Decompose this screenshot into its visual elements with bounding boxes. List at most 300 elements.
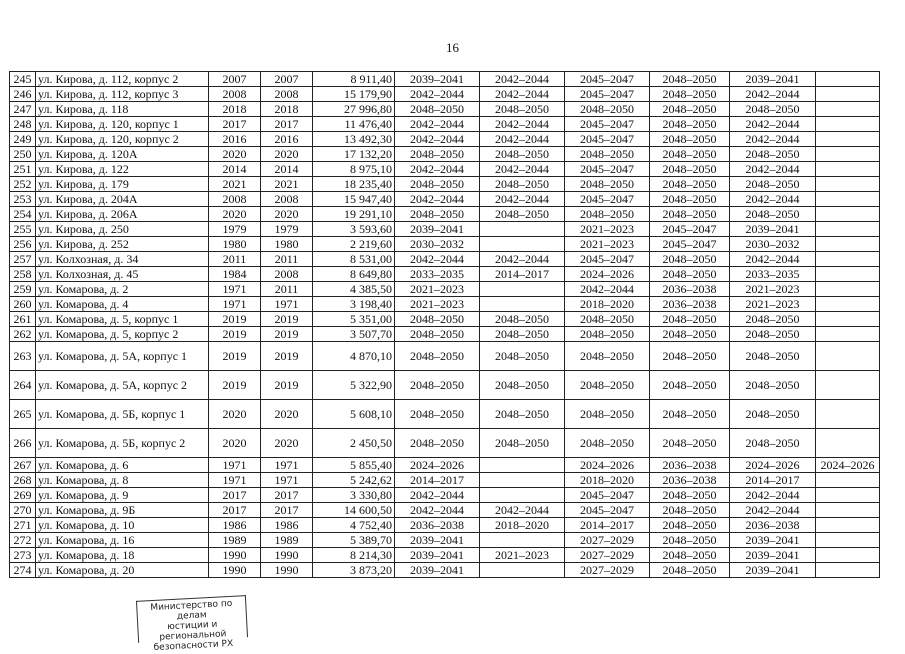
period-cell: 2042–2044: [395, 252, 480, 267]
period-cell: [480, 563, 565, 578]
address-cell: ул. Комарова, д. 5Б, корпус 2: [36, 429, 209, 458]
period-cell: 2048–2050: [650, 72, 730, 87]
year-built-cell: 2016: [209, 132, 261, 147]
period-cell: 2042–2044: [565, 282, 650, 297]
row-number-cell: 254: [10, 207, 36, 222]
stamp-line: юстиции и региональной: [159, 619, 227, 643]
period-cell: 2048–2050: [565, 429, 650, 458]
period-cell: [816, 533, 880, 548]
address-cell: ул. Кирова, д. 112, корпус 3: [36, 87, 209, 102]
period-cell: [480, 488, 565, 503]
period-cell: 2014–2017: [565, 518, 650, 533]
period-cell: 2045–2047: [565, 162, 650, 177]
period-cell: 2048–2050: [730, 147, 816, 162]
period-cell: 2039–2041: [395, 72, 480, 87]
year-commission-cell: 1990: [261, 563, 313, 578]
year-built-cell: 1990: [209, 563, 261, 578]
area-cell: 3 507,70: [313, 327, 395, 342]
area-cell: 4 385,50: [313, 282, 395, 297]
table-row: [10, 177, 880, 192]
year-built-cell: 1986: [209, 518, 261, 533]
period-cell: [816, 132, 880, 147]
year-commission-cell: 1989: [261, 533, 313, 548]
period-cell: 2027–2029: [565, 533, 650, 548]
period-cell: 2048–2050: [730, 312, 816, 327]
table-row: [10, 252, 880, 267]
period-cell: 2027–2029: [565, 563, 650, 578]
period-cell: 2042–2044: [480, 87, 565, 102]
address-cell: ул. Комарова, д. 6: [36, 458, 209, 473]
period-cell: 2030–2032: [395, 237, 480, 252]
period-cell: 2048–2050: [650, 252, 730, 267]
period-cell: [816, 488, 880, 503]
year-built-cell: 2008: [209, 192, 261, 207]
year-built-cell: 2018: [209, 102, 261, 117]
area-cell: 4 752,40: [313, 518, 395, 533]
area-cell: 3 593,60: [313, 222, 395, 237]
period-cell: 2045–2047: [565, 117, 650, 132]
period-cell: 2048–2050: [395, 400, 480, 429]
period-cell: 2048–2050: [565, 207, 650, 222]
area-cell: 19 291,10: [313, 207, 395, 222]
address-cell: ул. Кирова, д. 120, корпус 2: [36, 132, 209, 147]
area-cell: 3 330,80: [313, 488, 395, 503]
table-row: [10, 312, 880, 327]
period-cell: 2048–2050: [650, 400, 730, 429]
address-cell: ул. Комарова, д. 9: [36, 488, 209, 503]
period-cell: 2018–2020: [565, 473, 650, 488]
address-cell: ул. Комарова, д. 8: [36, 473, 209, 488]
period-cell: [816, 327, 880, 342]
period-cell: 2048–2050: [650, 371, 730, 400]
row-number-cell: 264: [10, 371, 36, 400]
table-row: [10, 192, 880, 207]
period-cell: 2048–2050: [480, 207, 565, 222]
period-cell: 2048–2050: [395, 429, 480, 458]
row-number-cell: 271: [10, 518, 36, 533]
year-commission-cell: 2017: [261, 503, 313, 518]
period-cell: 2048–2050: [480, 400, 565, 429]
period-cell: 2021–2023: [565, 222, 650, 237]
period-cell: 2048–2050: [565, 342, 650, 371]
row-number-cell: 250: [10, 147, 36, 162]
period-cell: 2048–2050: [730, 207, 816, 222]
table-row: [10, 162, 880, 177]
period-cell: 2048–2050: [730, 371, 816, 400]
year-built-cell: 2020: [209, 400, 261, 429]
housing-register-table: [9, 71, 880, 578]
year-commission-cell: 2019: [261, 327, 313, 342]
area-cell: 17 132,20: [313, 147, 395, 162]
period-cell: [816, 371, 880, 400]
period-cell: 2048–2050: [395, 147, 480, 162]
area-cell: 14 600,50: [313, 503, 395, 518]
row-number-cell: 248: [10, 117, 36, 132]
address-cell: ул. Колхозная, д. 45: [36, 267, 209, 282]
period-cell: 2048–2050: [395, 371, 480, 400]
period-cell: [816, 400, 880, 429]
period-cell: 2024–2026: [565, 458, 650, 473]
table-row: [10, 102, 880, 117]
period-cell: 2024–2026: [395, 458, 480, 473]
row-number-cell: 269: [10, 488, 36, 503]
year-commission-cell: 1971: [261, 473, 313, 488]
period-cell: 2048–2050: [650, 312, 730, 327]
area-cell: 8 911,40: [313, 72, 395, 87]
address-cell: ул. Кирова, д. 112, корпус 2: [36, 72, 209, 87]
period-cell: 2042–2044: [395, 503, 480, 518]
period-cell: 2048–2050: [480, 327, 565, 342]
period-cell: [816, 237, 880, 252]
period-cell: 2048–2050: [480, 177, 565, 192]
period-cell: [816, 312, 880, 327]
address-cell: ул. Комарова, д. 18: [36, 548, 209, 563]
area-cell: 8 975,10: [313, 162, 395, 177]
period-cell: 2048–2050: [650, 162, 730, 177]
period-cell: 2048–2050: [650, 518, 730, 533]
year-built-cell: 2020: [209, 147, 261, 162]
period-cell: 2048–2050: [650, 488, 730, 503]
table-row: [10, 297, 880, 312]
period-cell: [480, 237, 565, 252]
year-commission-cell: 2020: [261, 207, 313, 222]
period-cell: 2045–2047: [565, 488, 650, 503]
area-cell: 5 855,40: [313, 458, 395, 473]
period-cell: 2048–2050: [650, 548, 730, 563]
address-cell: ул. Кирова, д. 179: [36, 177, 209, 192]
period-cell: [816, 117, 880, 132]
table-row: [10, 518, 880, 533]
period-cell: 2027–2029: [565, 548, 650, 563]
row-number-cell: 261: [10, 312, 36, 327]
period-cell: 2048–2050: [650, 132, 730, 147]
period-cell: 2048–2050: [565, 400, 650, 429]
period-cell: 2048–2050: [650, 102, 730, 117]
address-cell: ул. Комарова, д. 5А, корпус 2: [36, 371, 209, 400]
address-cell: ул. Комарова, д. 5Б, корпус 1: [36, 400, 209, 429]
year-built-cell: 2008: [209, 87, 261, 102]
row-number-cell: 253: [10, 192, 36, 207]
period-cell: 2033–2035: [395, 267, 480, 282]
period-cell: 2048–2050: [565, 102, 650, 117]
year-commission-cell: 2020: [261, 429, 313, 458]
table-row: [10, 207, 880, 222]
period-cell: 2039–2041: [730, 548, 816, 563]
stamp-line: Министерство по делам: [150, 598, 233, 622]
period-cell: 2039–2041: [730, 222, 816, 237]
address-cell: ул. Комарова, д. 10: [36, 518, 209, 533]
row-number-cell: 273: [10, 548, 36, 563]
area-cell: 8 214,30: [313, 548, 395, 563]
table-row: [10, 87, 880, 102]
year-built-cell: 2019: [209, 342, 261, 371]
year-built-cell: 2021: [209, 177, 261, 192]
year-commission-cell: 1979: [261, 222, 313, 237]
area-cell: 18 235,40: [313, 177, 395, 192]
row-number-cell: 260: [10, 297, 36, 312]
period-cell: 2048–2050: [650, 503, 730, 518]
area-cell: 3 873,20: [313, 563, 395, 578]
period-cell: 2014–2017: [395, 473, 480, 488]
period-cell: 2048–2050: [650, 147, 730, 162]
period-cell: 2048–2050: [565, 312, 650, 327]
period-cell: 2048–2050: [480, 147, 565, 162]
area-cell: 8 649,80: [313, 267, 395, 282]
period-cell: 2048–2050: [650, 207, 730, 222]
period-cell: [816, 72, 880, 87]
period-cell: 2048–2050: [565, 177, 650, 192]
period-cell: 2042–2044: [480, 132, 565, 147]
table-row: [10, 548, 880, 563]
period-cell: 2048–2050: [730, 177, 816, 192]
period-cell: [816, 548, 880, 563]
period-cell: 2048–2050: [565, 327, 650, 342]
area-cell: 5 242,62: [313, 473, 395, 488]
period-cell: 2048–2050: [565, 371, 650, 400]
period-cell: 2042–2044: [395, 192, 480, 207]
table-row: [10, 400, 880, 429]
table-row: [10, 488, 880, 503]
period-cell: 2048–2050: [650, 563, 730, 578]
row-number-cell: 257: [10, 252, 36, 267]
row-number-cell: 274: [10, 563, 36, 578]
period-cell: 2042–2044: [395, 162, 480, 177]
period-cell: 2018–2020: [480, 518, 565, 533]
period-cell: 2039–2041: [395, 563, 480, 578]
period-cell: 2048–2050: [730, 327, 816, 342]
year-built-cell: 2017: [209, 503, 261, 518]
period-cell: 2039–2041: [730, 563, 816, 578]
address-cell: ул. Комарова, д. 16: [36, 533, 209, 548]
period-cell: 2048–2050: [730, 429, 816, 458]
address-cell: ул. Кирова, д. 252: [36, 237, 209, 252]
row-number-cell: 251: [10, 162, 36, 177]
address-cell: ул. Кирова, д. 120А: [36, 147, 209, 162]
year-built-cell: 2020: [209, 429, 261, 458]
year-commission-cell: 2018: [261, 102, 313, 117]
period-cell: 2048–2050: [395, 102, 480, 117]
period-cell: 2021–2023: [480, 548, 565, 563]
period-cell: 2042–2044: [395, 117, 480, 132]
period-cell: 2048–2050: [395, 207, 480, 222]
period-cell: 2042–2044: [730, 87, 816, 102]
area-cell: 2 219,60: [313, 237, 395, 252]
area-cell: 5 351,00: [313, 312, 395, 327]
period-cell: 2021–2023: [730, 282, 816, 297]
address-cell: ул. Комарова, д. 5А, корпус 1: [36, 342, 209, 371]
table-row: [10, 117, 880, 132]
registration-stamp: [136, 595, 248, 654]
period-cell: [480, 458, 565, 473]
table-row: [10, 533, 880, 548]
period-cell: [816, 473, 880, 488]
period-cell: [816, 177, 880, 192]
period-cell: 2048–2050: [650, 429, 730, 458]
address-cell: ул. Кирова, д. 120, корпус 1: [36, 117, 209, 132]
year-built-cell: 2019: [209, 327, 261, 342]
period-cell: 2042–2044: [480, 192, 565, 207]
period-cell: 2048–2050: [650, 177, 730, 192]
year-built-cell: 1971: [209, 297, 261, 312]
row-number-cell: 256: [10, 237, 36, 252]
address-cell: ул. Кирова, д. 204А: [36, 192, 209, 207]
row-number-cell: 267: [10, 458, 36, 473]
row-number-cell: 252: [10, 177, 36, 192]
row-number-cell: 263: [10, 342, 36, 371]
table-row: [10, 147, 880, 162]
period-cell: 2042–2044: [480, 72, 565, 87]
period-cell: [816, 87, 880, 102]
address-cell: ул. Кирова, д. 122: [36, 162, 209, 177]
period-cell: 2048–2050: [650, 533, 730, 548]
year-commission-cell: 2011: [261, 252, 313, 267]
year-commission-cell: 2008: [261, 192, 313, 207]
period-cell: 2045–2047: [565, 72, 650, 87]
period-cell: 2045–2047: [565, 132, 650, 147]
year-built-cell: 1990: [209, 548, 261, 563]
period-cell: 2018–2020: [565, 297, 650, 312]
year-commission-cell: 2011: [261, 282, 313, 297]
period-cell: 2048–2050: [730, 102, 816, 117]
period-cell: [816, 267, 880, 282]
period-cell: [816, 518, 880, 533]
row-number-cell: 266: [10, 429, 36, 458]
year-built-cell: 2019: [209, 312, 261, 327]
period-cell: [816, 102, 880, 117]
period-cell: [816, 297, 880, 312]
period-cell: [816, 429, 880, 458]
row-number-cell: 247: [10, 102, 36, 117]
year-commission-cell: 2020: [261, 147, 313, 162]
area-cell: 2 450,50: [313, 429, 395, 458]
table-row: [10, 503, 880, 518]
period-cell: 2045–2047: [565, 503, 650, 518]
row-number-cell: 259: [10, 282, 36, 297]
period-cell: 2042–2044: [730, 503, 816, 518]
area-cell: 5 389,70: [313, 533, 395, 548]
address-cell: ул. Комарова, д. 5, корпус 2: [36, 327, 209, 342]
table-row: [10, 282, 880, 297]
period-cell: 2048–2050: [650, 267, 730, 282]
period-cell: 2021–2023: [565, 237, 650, 252]
period-cell: 2048–2050: [395, 342, 480, 371]
table-row: [10, 473, 880, 488]
period-cell: 2048–2050: [650, 342, 730, 371]
period-cell: 2045–2047: [650, 237, 730, 252]
period-cell: 2021–2023: [730, 297, 816, 312]
table-row: [10, 429, 880, 458]
period-cell: 2048–2050: [650, 117, 730, 132]
period-cell: 2036–2038: [395, 518, 480, 533]
area-cell: 4 870,10: [313, 342, 395, 371]
address-cell: ул. Комарова, д. 2: [36, 282, 209, 297]
period-cell: 2048–2050: [650, 327, 730, 342]
year-built-cell: 1979: [209, 222, 261, 237]
period-cell: [816, 207, 880, 222]
period-cell: 2042–2044: [480, 503, 565, 518]
period-cell: [816, 252, 880, 267]
period-cell: 2036–2038: [650, 473, 730, 488]
table-row: [10, 267, 880, 282]
period-cell: 2036–2038: [730, 518, 816, 533]
row-number-cell: 258: [10, 267, 36, 282]
period-cell: 2021–2023: [395, 282, 480, 297]
row-number-cell: 255: [10, 222, 36, 237]
year-commission-cell: 2008: [261, 267, 313, 282]
year-built-cell: 2007: [209, 72, 261, 87]
year-built-cell: 1980: [209, 237, 261, 252]
period-cell: 2048–2050: [480, 429, 565, 458]
period-cell: 2042–2044: [395, 87, 480, 102]
year-commission-cell: 1971: [261, 297, 313, 312]
period-cell: 2024–2026: [730, 458, 816, 473]
row-number-cell: 245: [10, 72, 36, 87]
year-built-cell: 2017: [209, 117, 261, 132]
year-commission-cell: 2021: [261, 177, 313, 192]
row-number-cell: 270: [10, 503, 36, 518]
address-cell: ул. Комарова, д. 4: [36, 297, 209, 312]
area-cell: 15 179,90: [313, 87, 395, 102]
row-number-cell: 265: [10, 400, 36, 429]
period-cell: 2048–2050: [395, 327, 480, 342]
year-commission-cell: 2014: [261, 162, 313, 177]
period-cell: 2024–2026: [565, 267, 650, 282]
period-cell: 2048–2050: [480, 342, 565, 371]
period-cell: 2045–2047: [565, 192, 650, 207]
row-number-cell: 272: [10, 533, 36, 548]
year-commission-cell: 2019: [261, 342, 313, 371]
row-number-cell: 268: [10, 473, 36, 488]
page-number: 16: [446, 40, 459, 55]
period-cell: 2048–2050: [565, 147, 650, 162]
period-cell: [816, 563, 880, 578]
period-cell: [816, 222, 880, 237]
year-built-cell: 1971: [209, 473, 261, 488]
period-cell: 2042–2044: [730, 488, 816, 503]
period-cell: 2048–2050: [480, 312, 565, 327]
period-cell: 2036–2038: [650, 458, 730, 473]
table-row: [10, 342, 880, 371]
period-cell: 2045–2047: [650, 222, 730, 237]
year-built-cell: 2017: [209, 488, 261, 503]
row-number-cell: 249: [10, 132, 36, 147]
period-cell: 2042–2044: [730, 117, 816, 132]
period-cell: [816, 342, 880, 371]
area-cell: 5 608,10: [313, 400, 395, 429]
period-cell: 2048–2050: [480, 371, 565, 400]
period-cell: [480, 297, 565, 312]
year-built-cell: 1989: [209, 533, 261, 548]
period-cell: 2048–2050: [730, 400, 816, 429]
year-built-cell: 2020: [209, 207, 261, 222]
period-cell: 2042–2044: [480, 117, 565, 132]
period-cell: 2042–2044: [730, 192, 816, 207]
period-cell: 2042–2044: [730, 252, 816, 267]
period-cell: 2036–2038: [650, 282, 730, 297]
table-row: [10, 132, 880, 147]
period-cell: 2048–2050: [395, 312, 480, 327]
year-built-cell: 2019: [209, 371, 261, 400]
area-cell: 8 531,00: [313, 252, 395, 267]
period-cell: 2048–2050: [650, 192, 730, 207]
year-built-cell: 1984: [209, 267, 261, 282]
year-commission-cell: 2020: [261, 400, 313, 429]
area-cell: 27 996,80: [313, 102, 395, 117]
area-cell: 5 322,90: [313, 371, 395, 400]
table-row: [10, 327, 880, 342]
year-built-cell: 1971: [209, 458, 261, 473]
stamp-line: безопасности РХ: [153, 638, 234, 654]
